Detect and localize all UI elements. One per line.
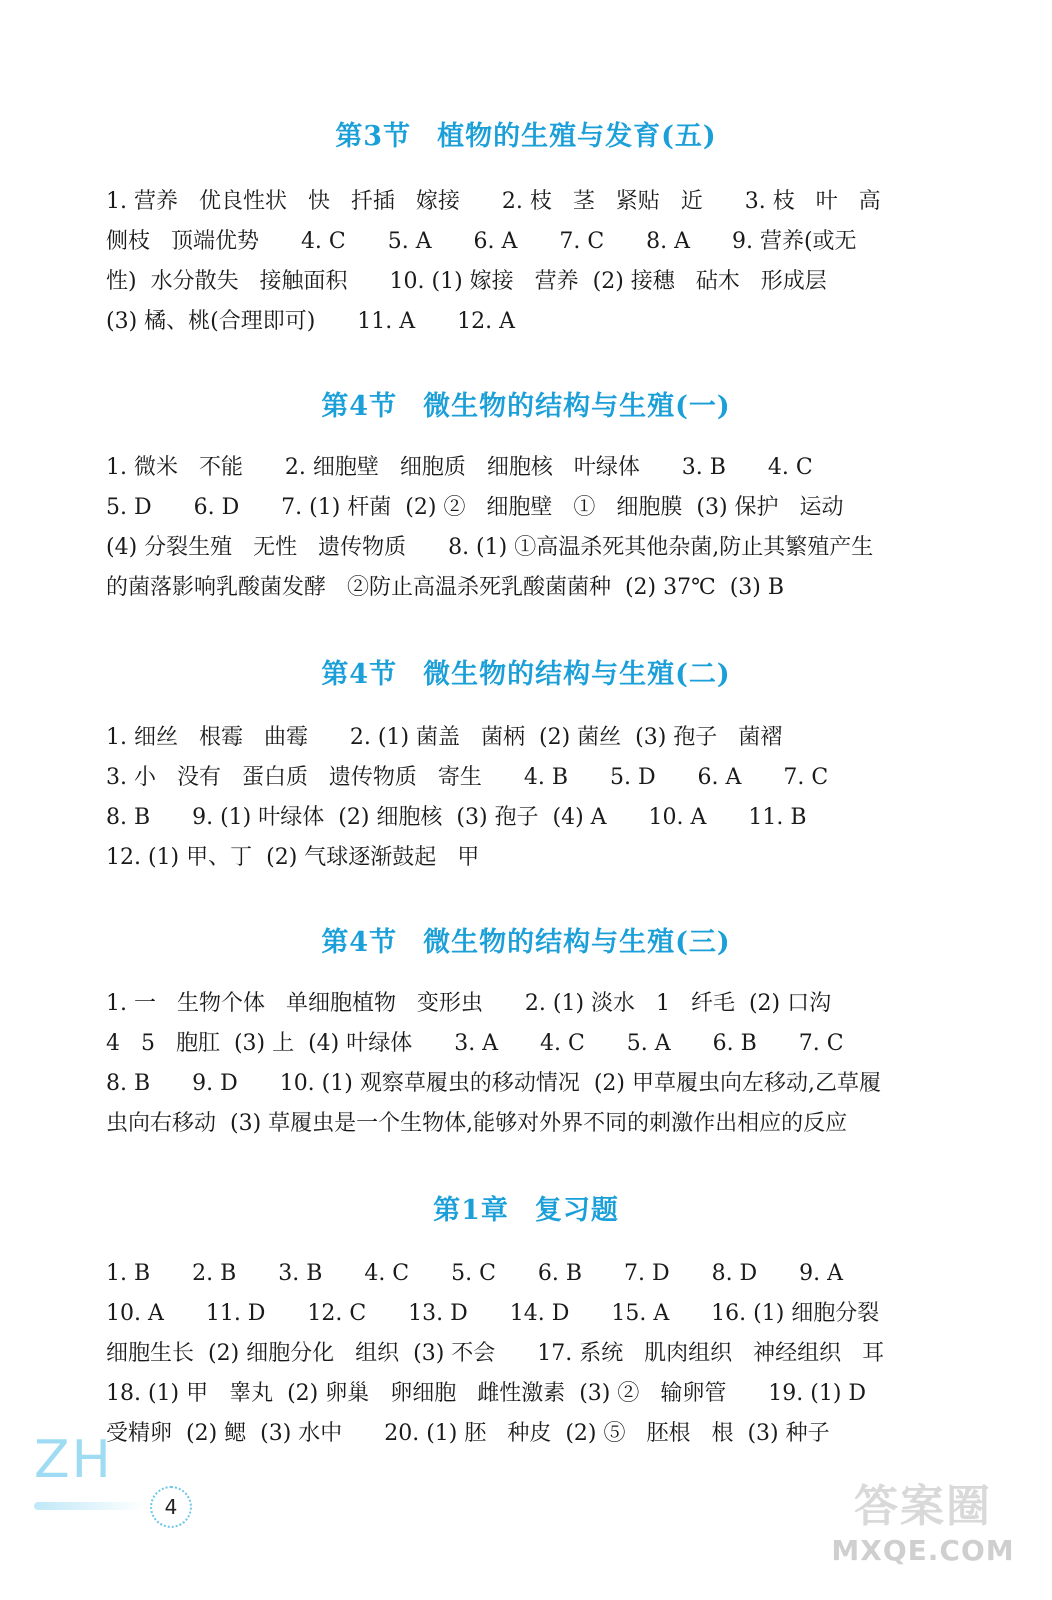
section-heading: 微生物的结构与生殖(二) [423, 659, 731, 690]
answers-section-2 [106, 448, 966, 608]
answer-line: 3. 小 没有 蛋白质 遗传物质 寄生 4. B 5. D 6. A 7. C [106, 765, 829, 790]
answer-line: 1. 一 生物个体 单细胞植物 变形虫 2. (1) 淡水 1 纤毛 (2) 口沟 [106, 991, 832, 1016]
section-title-3 [0, 652, 1052, 691]
answer-line: 1. 细丝 根霉 曲霉 2. (1) 菌盖 菌柄 (2) 菌丝 (3) 孢子 菌褶 [106, 725, 783, 750]
answer-line: (4) 分裂生殖 无性 遗传物质 8. (1) ①高温杀死其他杂菌,防止其繁殖产生 [106, 535, 874, 560]
section-number: 第4节 [321, 391, 398, 422]
section-number: 第3节 [335, 121, 412, 152]
section-heading: 微生物的结构与生殖(三) [423, 927, 731, 958]
answer-line: 10. A 11. D 12. C 13. D 14. D 15. A 16. (1) 细胞分裂 [106, 1301, 880, 1326]
answer-line: 的菌落影响乳酸菌发酵 ②防止高温杀死乳酸菌菌种 (2) 37℃ (3) B [106, 575, 785, 600]
section-number: 第4节 [321, 927, 398, 958]
section-title-1 [0, 114, 1052, 153]
answers-section-5 [106, 1254, 966, 1454]
section-heading: 复习题 [534, 1195, 619, 1226]
answer-line: 8. B 9. (1) 叶绿体 (2) 细胞核 (3) 孢子 (4) A 10. A 11. B [106, 805, 807, 830]
watermark-url: MXQE.COM [831, 1534, 1015, 1567]
answers-section-1 [106, 182, 966, 342]
section-number: 第1章 [433, 1195, 509, 1226]
section-number: 第4节 [321, 659, 398, 690]
section-heading: 微生物的结构与生殖(一) [423, 391, 731, 422]
watermark [818, 1470, 1028, 1590]
section-title-2 [0, 384, 1052, 423]
answer-line: 5. D 6. D 7. (1) 杆菌 (2) ② 细胞壁 ① 细胞膜 (3) 保护 运动 [106, 495, 844, 520]
answer-line: 1. B 2. B 3. B 4. C 5. C 6. B 7. D 8. D 9. A [106, 1261, 844, 1286]
section-title-4 [0, 920, 1052, 959]
answer-line: 侧枝 顶端优势 4. C 5. A 6. A 7. C 8. A 9. 营养(或无 [106, 229, 857, 254]
page-number: 4 [150, 1486, 192, 1528]
answers-section-4 [106, 984, 966, 1144]
answer-line: 1. 营养 优良性状 快 扦插 嫁接 2. 枝 茎 紧贴 近 3. 枝 叶 高 [106, 189, 881, 214]
answer-line: 性) 水分散失 接触面积 10. (1) 嫁接 营养 (2) 接穗 砧木 形成层 [106, 269, 827, 294]
answer-line: 4 5 胞肛 (3) 上 (4) 叶绿体 3. A 4. C 5. A 6. B 7. C [106, 1031, 844, 1056]
section-title-5 [0, 1188, 1052, 1227]
answer-line: 12. (1) 甲、丁 (2) 气球逐渐鼓起 甲 [106, 845, 480, 870]
section-heading: 植物的生殖与发育(五) [437, 121, 717, 152]
watermark-logo-text: 答案圈 [854, 1481, 992, 1532]
answer-line: 18. (1) 甲 睾丸 (2) 卵巢 卵细胞 雌性激素 (3) ② 输卵管 19. (1) D [106, 1381, 867, 1406]
answer-line: 受精卵 (2) 鳃 (3) 水中 20. (1) 胚 种皮 (2) ⑤ 胚根 根 (3) 种子 [106, 1421, 830, 1446]
answer-line: 1. 微米 不能 2. 细胞壁 细胞质 细胞核 叶绿体 3. B 4. C [106, 455, 813, 480]
answers-section-3 [106, 718, 966, 878]
answer-line: 细胞生长 (2) 细胞分化 组织 (3) 不会 17. 系统 肌肉组织 神经组织 耳 [106, 1341, 885, 1366]
answer-line: (3) 橘、桃(合理即可) 11. A 12. A [106, 309, 515, 334]
answer-line: 虫向右移动 (3) 草履虫是一个生物体,能够对外界不同的刺激作出相应的反应 [106, 1111, 848, 1136]
zh-logo: ZH [34, 1430, 113, 1490]
answer-line: 8. B 9. D 10. (1) 观察草履虫的移动情况 (2) 甲草履虫向左移动,乙草履 [106, 1071, 881, 1096]
logo-underline [34, 1502, 144, 1510]
